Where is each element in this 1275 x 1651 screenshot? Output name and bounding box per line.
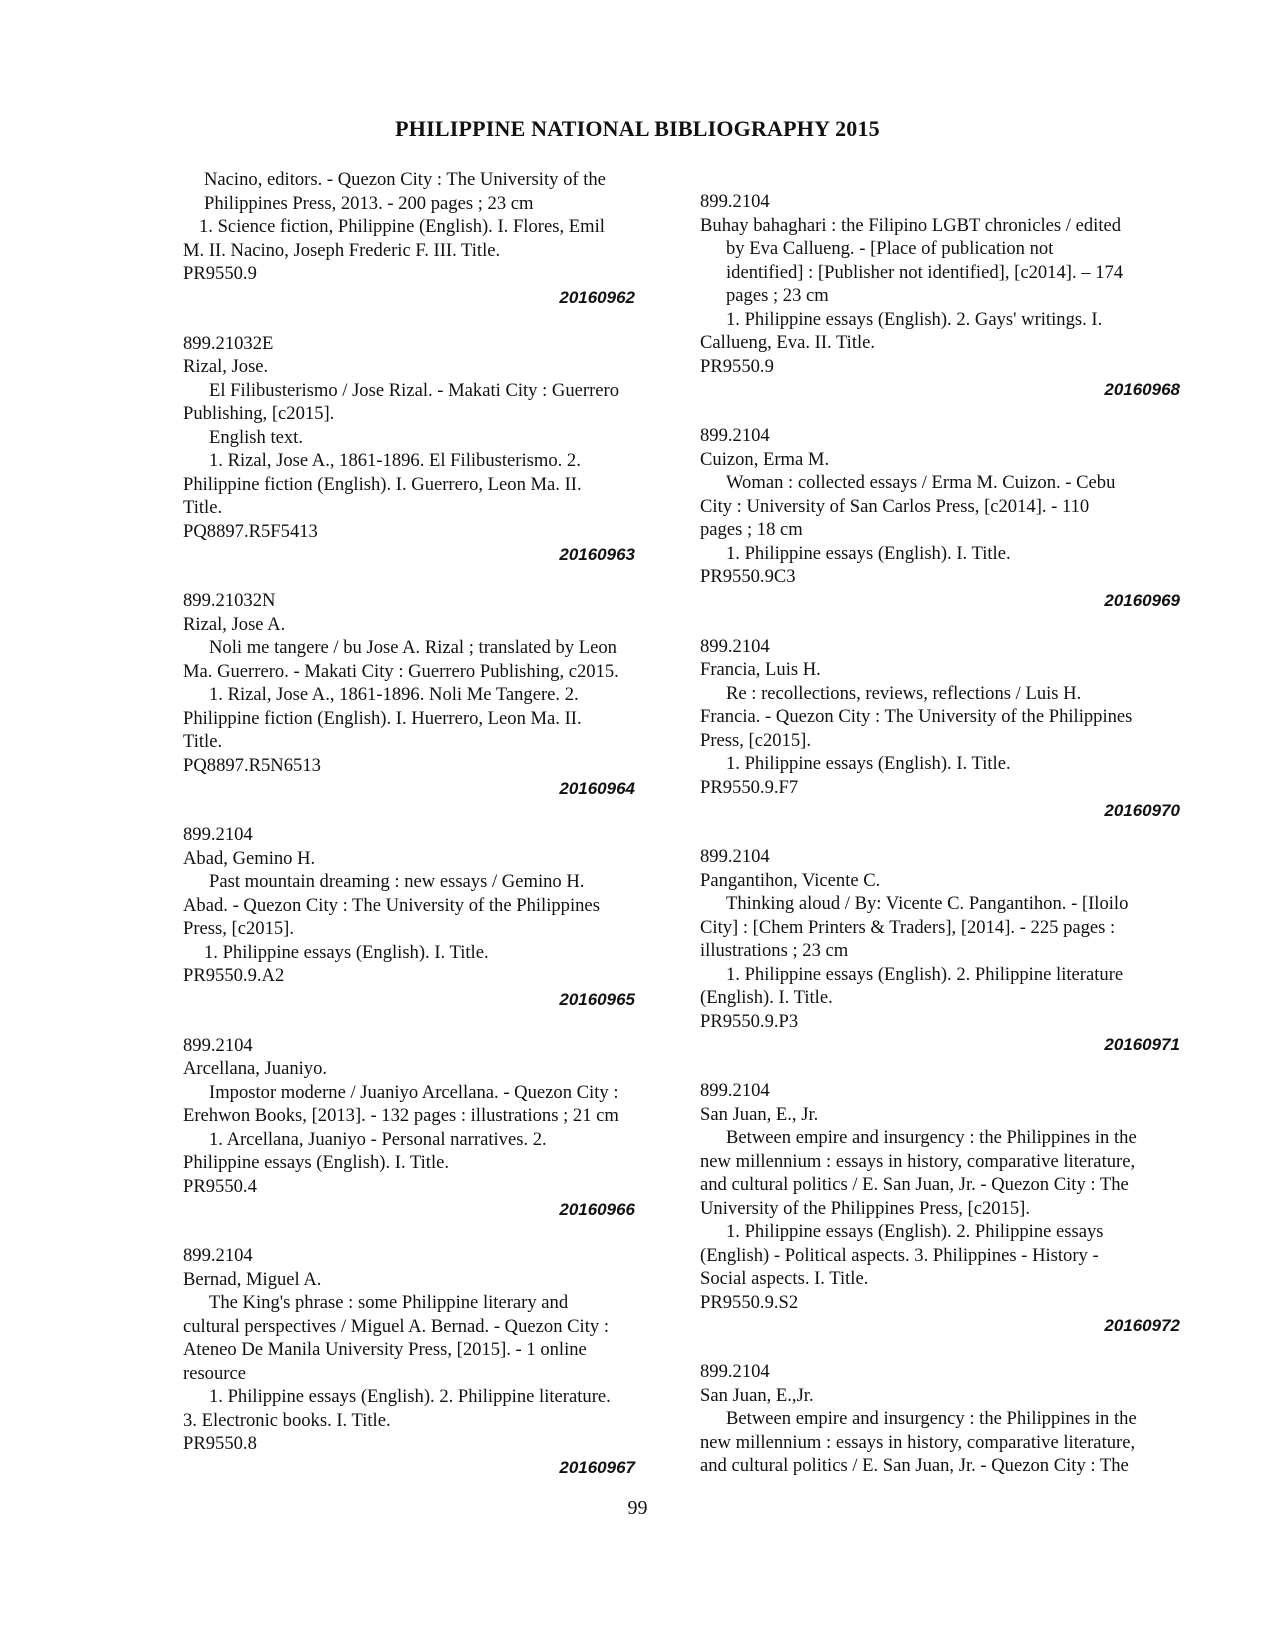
call-number: PQ8897.R5F5413 [183,520,318,542]
subject-tracing: 1. Philippine essays (English). 2. Gays' writings. I. [726,308,1103,330]
author-heading: Cuizon, Erma M. [700,448,830,470]
subject-tracing: 1. Rizal, Jose A., 1861-1896. Noli Me Tangere. 2. [209,684,579,705]
author-heading: San Juan, E.,Jr. [700,1384,814,1406]
call-number: PR9550.9 [700,355,774,377]
entry-line: new millennium : essays in history, comparative literature, [700,1150,1136,1172]
entry-line: Between empire and insurgency : the Philippines in the [726,1408,1137,1429]
control-number: 20160972 [1104,1316,1180,1335]
entry-line: pages ; 23 cm [726,285,829,306]
bib-entry [700,845,1180,1057]
entry-line: Noli me tangere / bu Jose A. Rizal ; translated by Leon [209,637,617,658]
author-heading: Pangantihon, Vicente C. [700,869,881,891]
control-number: 20160963 [559,545,635,564]
subject-tracing: 1. Arcellana, Juaniyo - Personal narratives. 2. [209,1128,547,1150]
entry-line: Nacino, editors. - Quezon City : The University of the [204,169,606,190]
entry-line: Erehwon Books, [2013]. - 132 pages : illustrations ; 21 cm [183,1105,619,1126]
bib-entry [700,424,1180,613]
bib-entry [183,589,635,801]
bib-entry [183,823,635,1012]
entry-line: Press, [c2015]. [700,729,812,751]
subject-tracing: (English) - Political aspects. 3. Philippines - History - [700,1244,1099,1266]
control-number: 20160967 [559,1457,635,1477]
entry-line: Re : recollections, reviews, reflections / Luis H. [726,682,1082,704]
entry-line: Impostor moderne / Juaniyo Arcellana. - Quezon City : [209,1081,619,1103]
subject-tracing: 1. Philippine essays (English). I. Title. [726,753,1011,774]
entry-line: identified] : [Publisher not identified], [c2014]. – 174 [726,261,1124,283]
entry-line: City] : [Chem Printers & Traders], [2014]. - 225 pages : [700,916,1116,938]
entry-line: pages ; 18 cm [700,519,803,540]
control-number: 20160970 [1104,801,1180,820]
control-number: 20160962 [559,287,635,307]
entry-line: Past mountain dreaming : new essays / Gemino H. [209,871,585,892]
bib-entry [700,635,1180,824]
class-number: 899.2104 [183,824,253,845]
entry-line: University of the Philippines Press, [c2015]. [700,1197,1031,1219]
control-number: 20160971 [1104,1035,1180,1054]
entry-line: and cultural politics / E. San Juan, Jr. - Quezon City : The [700,1455,1129,1476]
control-number: 20160965 [559,989,635,1009]
entry-line: Francia. - Quezon City : The University of the Philippines [700,706,1133,727]
class-number: 899.2104 [700,635,770,657]
entry-line: 1. Science fiction, Philippine (English). I. Flores, Emil [199,216,605,237]
subject-tracing: 1. Philippine essays (English). I. Title. [726,542,1011,564]
entry-line: Abad. - Quezon City : The University of the Philippines [183,894,600,916]
subject-tracing: 1. Philippine essays (English). 2. Philippine literature. [209,1386,611,1407]
call-number: PR9550.9 [183,263,257,284]
entry-line: Thinking aloud / By: Vicente C. Pangantihon. - [Iloilo [726,893,1129,914]
entry-line: Between empire and insurgency : the Philippines in the [726,1127,1137,1148]
author-heading: Francia, Luis H. [700,659,821,680]
class-number: 899.2104 [700,191,770,212]
subject-tracing: Philippine essays (English). I. Title. [183,1152,450,1173]
left-column [183,168,635,1480]
entry-line: resource [183,1362,246,1384]
author-heading: Abad, Gemino H. [183,847,316,869]
subject-tracing: 1. Philippine essays (English). I. Title. [204,941,489,963]
control-number: 20160964 [559,779,635,798]
class-number: 899.2104 [183,1245,253,1266]
subject-tracing: 3. Electronic books. I. Title. [183,1409,391,1431]
entry-line: Ma. Guerrero. - Makati City : Guerrero Publishing, c2015. [183,660,619,682]
class-number: 899.2104 [700,846,770,867]
bib-entry [700,190,1180,402]
subject-tracing: Philippine fiction (English). I. Huerrero, Leon Ma. II. [183,707,582,729]
subject-tracing: Title. [183,497,223,518]
call-number: PR9550.8 [183,1433,257,1454]
bib-entry [183,1034,635,1223]
entry-line: El Filibusterismo / Jose Rizal. - Makati City : Guerrero [209,379,620,401]
author-heading: Rizal, Jose. [183,356,269,377]
class-number: 899.2104 [183,1034,253,1056]
subject-tracing: Title. [183,731,223,752]
subject-tracing: 1. Philippine essays (English). 2. Philippine literature [726,963,1124,985]
subject-tracing: 1. Rizal, Jose A., 1861-1896. El Filibusterismo. 2. [209,450,581,471]
entry-line: Philippines Press, 2013. - 200 pages ; 23 cm [204,192,534,214]
class-number: 899.21032E [183,332,274,354]
entry-line: Woman : collected essays / Erma M. Cuizon. - Cebu [726,472,1116,493]
control-number: 20160969 [1104,590,1180,610]
control-number: 20160968 [1104,380,1180,399]
entry-line: new millennium : essays in history, comparative literature, [700,1431,1136,1453]
entry-line: M. II. Nacino, Joseph Frederic F. III. Title. [183,239,501,261]
entry-line: by Eva Callueng. - [Place of publication not [726,238,1054,259]
subject-tracing: 1. Philippine essays (English). 2. Philippine essays [726,1221,1104,1242]
call-number: PR9550.4 [183,1175,257,1197]
author-heading: San Juan, E., Jr. [700,1103,819,1125]
bib-entry-continues [700,1360,1180,1478]
right-column [700,190,1180,1478]
entry-line: cultural perspectives / Miguel A. Bernad. - Quezon City : [183,1315,610,1337]
entry-line: Ateneo De Manila University Press, [2015]. - 1 online [183,1339,587,1360]
entry-note: English text. [209,426,303,448]
subject-tracing: (English). I. Title. [700,987,833,1008]
subject-tracing: Callueng, Eva. II. Title. [700,332,876,353]
title-heading: Buhay bahaghari : the Filipino LGBT chronicles / edited [700,214,1122,236]
bib-entry [183,1244,635,1480]
subject-tracing: Philippine fiction (English). I. Guerrero, Leon Ma. II. [183,473,582,495]
control-number: 20160966 [559,1200,635,1219]
page-number: 99 [627,1497,648,1519]
entry-line: and cultural politics / E. San Juan, Jr. - Quezon City : The [700,1174,1129,1195]
call-number: PR9550.9.P3 [700,1010,799,1032]
author-heading: Rizal, Jose A. [183,613,286,635]
entry-line: Publishing, [c2015]. [183,403,335,424]
page-title: PHILIPPINE NATIONAL BIBLIOGRAPHY 2015 [395,116,880,141]
entry-line: The King's phrase : some Philippine literary and [209,1292,569,1313]
call-number: PR9550.9.F7 [700,776,799,798]
bib-entry-continued [183,168,635,310]
class-number: 899.2104 [700,425,770,446]
author-heading: Arcellana, Juaniyo. [183,1058,328,1079]
entry-line: City : University of San Carlos Press, [c2014]. - 110 [700,495,1090,517]
call-number: PR9550.9.A2 [183,965,285,986]
entry-line: illustrations ; 23 cm [700,940,849,961]
bib-entry [183,332,635,568]
call-number: PR9550.9.S2 [700,1291,799,1313]
subject-tracing: Social aspects. I. Title. [700,1268,869,1289]
author-heading: Bernad, Miguel A. [183,1268,322,1290]
bib-entry [700,1079,1180,1338]
call-number: PR9550.9C3 [700,566,796,587]
entry-line: Press, [c2015]. [183,918,295,939]
call-number: PQ8897.R5N6513 [183,754,321,776]
class-number: 899.2104 [700,1080,770,1101]
class-number: 899.2104 [700,1361,770,1382]
class-number: 899.21032N [183,590,276,611]
